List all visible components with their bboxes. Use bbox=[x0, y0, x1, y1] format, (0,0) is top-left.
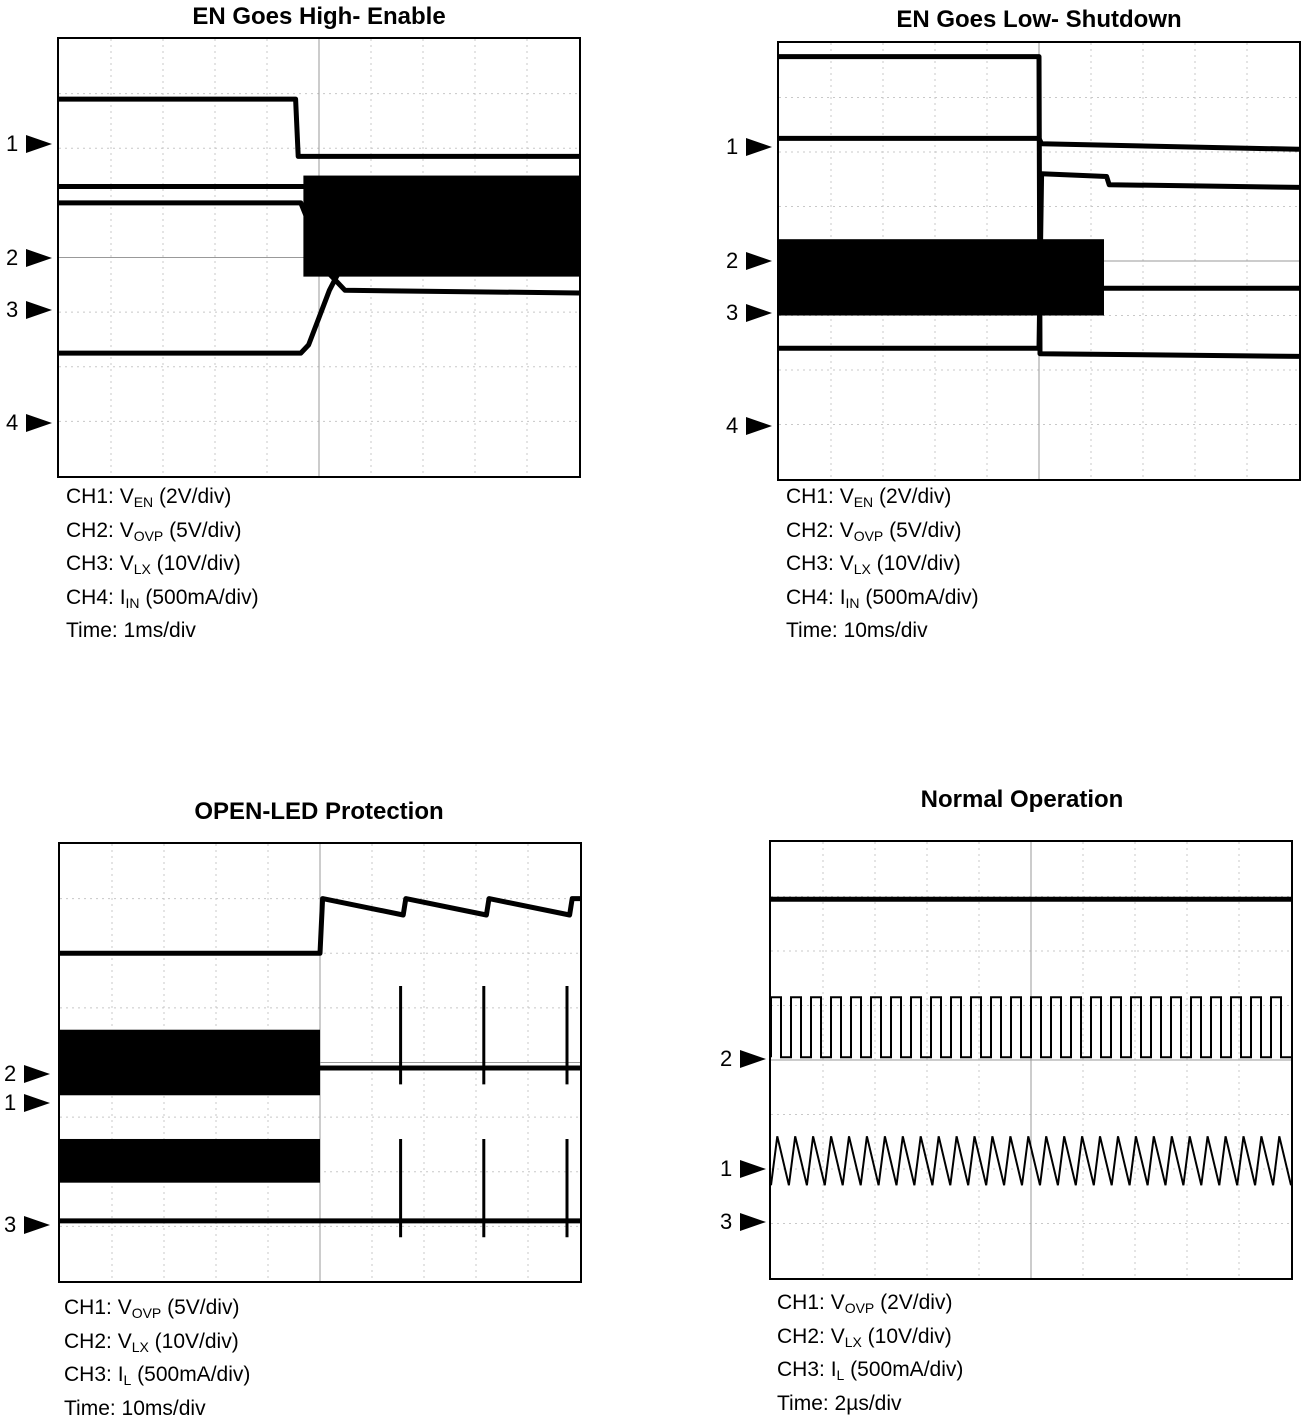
legend-entry: CH4: $I_{IN}$ (500mA/div) bbox=[66, 584, 259, 618]
channel-marker: 3 bbox=[720, 1209, 766, 1235]
channel-marker: 1 bbox=[720, 1156, 766, 1182]
scope-plot bbox=[60, 844, 580, 1281]
trace-ch2 bbox=[771, 997, 1291, 1057]
switching-band-ch2 bbox=[60, 1030, 320, 1096]
switching-band-ch3 bbox=[779, 239, 1104, 315]
oscilloscope-screen bbox=[57, 37, 581, 478]
oscilloscope-screen bbox=[769, 840, 1293, 1280]
channel-marker: 3 bbox=[726, 300, 772, 326]
legend bbox=[786, 483, 979, 646]
legend-entry: CH3: $I_L$ (500mA/div) bbox=[777, 1356, 963, 1390]
arrow-icon bbox=[746, 252, 772, 270]
chart-title: OPEN-LED Protection bbox=[58, 798, 580, 826]
legend-entry: CH3: $I_L$ (500mA/div) bbox=[64, 1361, 250, 1395]
scope-plot bbox=[771, 842, 1291, 1278]
arrow-icon bbox=[24, 1065, 50, 1083]
switching-band-ch3 bbox=[60, 1139, 320, 1183]
legend bbox=[777, 1289, 963, 1418]
channel-marker: 2 bbox=[726, 248, 772, 274]
chart-title: EN Goes Low- Shutdown bbox=[778, 6, 1300, 34]
legend-entry: CH2: $V_{OVP}$ (5V/div) bbox=[786, 517, 979, 551]
legend bbox=[64, 1294, 250, 1423]
chart-title: Normal Operation bbox=[770, 786, 1274, 814]
legend-entry: CH2: $V_{LX}$ (10V/div) bbox=[64, 1328, 250, 1362]
channel-marker: 3 bbox=[4, 1212, 50, 1238]
legend-entry: CH1: $V_{OVP}$ (5V/div) bbox=[64, 1294, 250, 1328]
time-base: Time: 10ms/div bbox=[786, 617, 979, 646]
channel-marker: 2 bbox=[4, 1061, 50, 1087]
arrow-icon bbox=[746, 304, 772, 322]
arrow-icon bbox=[26, 414, 52, 432]
channel-marker: 4 bbox=[6, 410, 52, 436]
channel-marker: 4 bbox=[726, 413, 772, 439]
legend-entry: CH2: $V_{OVP}$ (5V/div) bbox=[66, 517, 259, 551]
legend-entry: CH3: $V_{LX}$ (10V/div) bbox=[786, 550, 979, 584]
scope-plot bbox=[59, 39, 579, 476]
arrow-icon bbox=[24, 1216, 50, 1234]
oscilloscope-screen bbox=[777, 41, 1301, 481]
channel-marker: 1 bbox=[726, 134, 772, 160]
legend-entry: CH3: $V_{LX}$ (10V/div) bbox=[66, 550, 259, 584]
arrow-icon bbox=[26, 135, 52, 153]
channel-marker: 1 bbox=[6, 131, 52, 157]
arrow-icon bbox=[26, 301, 52, 319]
scope-plot bbox=[779, 43, 1299, 479]
legend-entry: CH1: $V_{EN}$ (2V/div) bbox=[786, 483, 979, 517]
chart-title: EN Goes High- Enable bbox=[58, 3, 580, 31]
arrow-icon bbox=[746, 138, 772, 156]
arrow-icon bbox=[740, 1050, 766, 1068]
time-base: Time: 10ms/div bbox=[64, 1395, 250, 1423]
channel-marker: 1 bbox=[4, 1090, 50, 1116]
legend bbox=[66, 483, 259, 646]
time-base: Time: 2µs/div bbox=[777, 1390, 963, 1419]
arrow-icon bbox=[746, 417, 772, 435]
legend-entry: CH1: $V_{EN}$ (2V/div) bbox=[66, 483, 259, 517]
arrow-icon bbox=[740, 1213, 766, 1231]
channel-marker: 2 bbox=[720, 1046, 766, 1072]
legend-entry: CH4: $I_{IN}$ (500mA/div) bbox=[786, 584, 979, 618]
time-base: Time: 1ms/div bbox=[66, 617, 259, 646]
arrow-icon bbox=[24, 1094, 50, 1112]
channel-marker: 2 bbox=[6, 245, 52, 271]
oscilloscope-screen bbox=[58, 842, 582, 1283]
legend-entry: CH1: $V_{OVP}$ (2V/div) bbox=[777, 1289, 963, 1323]
trace-ch1 bbox=[60, 899, 580, 954]
arrow-icon bbox=[740, 1160, 766, 1178]
channel-marker: 3 bbox=[6, 297, 52, 323]
legend-entry: CH2: $V_{LX}$ (10V/div) bbox=[777, 1323, 963, 1357]
arrow-icon bbox=[26, 249, 52, 267]
